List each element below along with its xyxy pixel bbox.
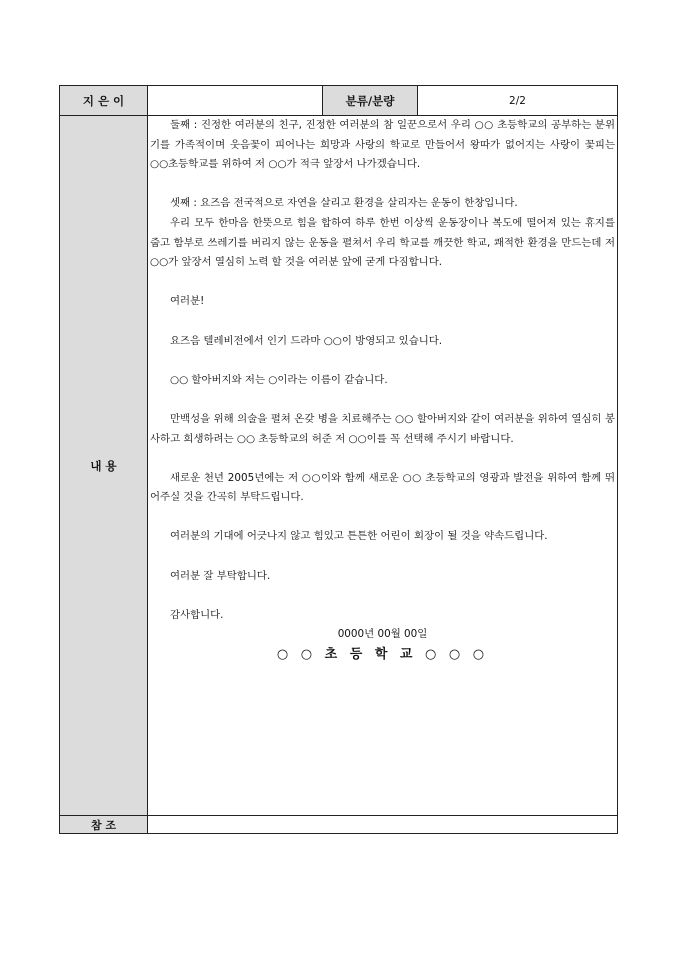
header-row — [60, 86, 618, 116]
paragraph-thanks: 감사합니다. — [170, 608, 224, 621]
document-form-table — [59, 85, 618, 834]
content-body — [148, 116, 617, 667]
content-label: 내 용 — [60, 116, 148, 816]
author-label: 지 은 이 — [60, 86, 148, 116]
paragraph-new-millennium: 새로운 천년 2005년에는 저 ○○이와 함께 새로운 ○○ 초등학교의 영광과 발전을 위하여 함께 뛰어주실 것을 간곡히 부탁드립니다. — [150, 471, 615, 504]
reference-label: 참 조 — [60, 816, 148, 834]
paragraph-cleanup: 우리 모두 한마음 한뜻으로 힘을 합하여 하루 한번 이상씩 운동장이나 복도에 떨어져 있는 휴지를 줍고 함부로 쓰레기를 버리지 않는 운동을 펼쳐서 우리 학교를 깨끗한 학교, 쾌적한 환경을 만드는데 저 ○○가 앞장서 열심히 노력 할 것을 여러분 앞에 굳게 다짐합니다. — [150, 216, 615, 269]
paragraph-second-pledge: 둘째 : 진정한 여러분의 친구, 진정한 여러분의 참 일꾼으로서 우리 ○○ 초등학교의 공부하는 분위기를 가족적이며 웃음꽃이 피어나는 희망과 사랑의 학교로 만들어서 왕따가 없어지는 사랑이 꽃피는 ○○초등학교를 위하여 저 ○○가 적극 앞장서 나가겠습니다. — [150, 119, 615, 171]
category-label: 분류/분량 — [323, 86, 418, 116]
reference-row — [60, 816, 618, 834]
paragraph-request: 여러분 잘 부탁합니다. — [170, 569, 271, 582]
paragraph-name: ○○ 할아버지와 저는 ○이라는 이름이 같습니다. — [170, 373, 388, 386]
signature: ○ ○ 초 등 학 교 ○ ○ ○ — [276, 647, 489, 663]
paragraph-choose-me: 만백성을 위해 의술을 펼쳐 온갖 병을 치료해주는 ○○ 할아버지와 같이 여러분을 위하여 열심히 봉사하고 희생하려는 ○○ 초등학교의 허준 저 ○○이를 꼭 선택해 주시기 바랍니다. — [150, 412, 615, 445]
paragraph-drama: 요즈음 텔레비전에서 인기 드라마 ○○이 방영되고 있습니다. — [170, 334, 443, 347]
content-row — [60, 116, 618, 816]
content-cell — [148, 116, 618, 816]
paragraph-greeting: 여러분! — [170, 295, 205, 308]
paragraph-third-pledge: 셋째 : 요즈음 전국적으로 자연을 살리고 환경을 살리자는 운동이 한창입니다. — [170, 197, 518, 210]
author-value — [148, 86, 323, 116]
paragraph-promise: 여러분의 기대에 어긋나지 않고 힘있고 튼튼한 어린이 회장이 될 것을 약속드립니다. — [170, 530, 548, 543]
category-value: 2/2 — [418, 86, 618, 116]
document-date: 0000년 00월 00일 — [337, 628, 428, 641]
reference-value — [148, 816, 618, 834]
